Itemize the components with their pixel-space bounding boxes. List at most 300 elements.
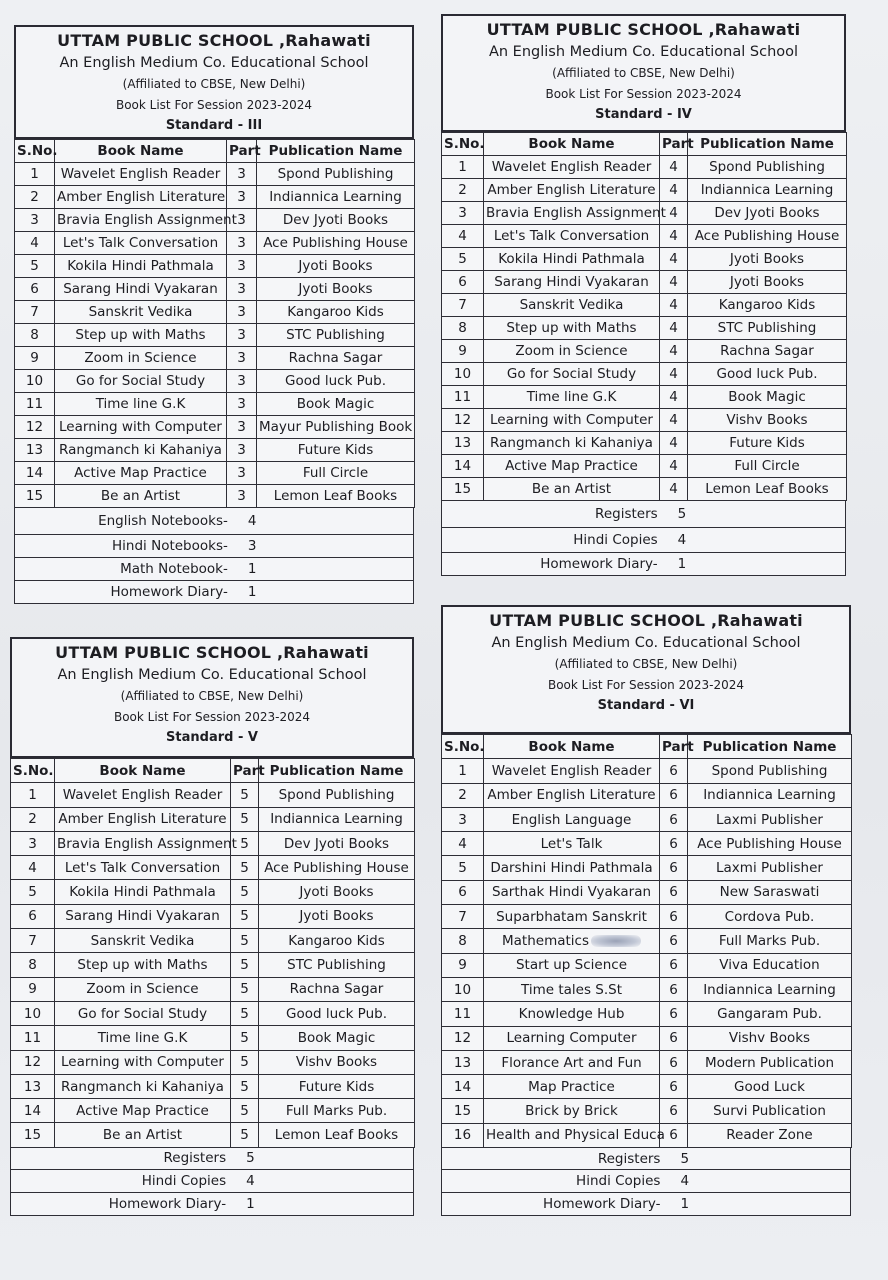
school-header [441,14,846,132]
table-row [442,953,852,977]
book-name-cell [55,232,227,255]
serial-number-cell [442,202,484,225]
table-row [442,783,852,807]
part-text: 5 [240,1078,249,1095]
supply-label: Registers [597,1150,661,1167]
part-cell [660,1002,688,1026]
table-row [15,163,415,186]
table-row [11,904,415,928]
book-name-text: Start up Science [515,957,628,974]
serial-number-cell [442,432,484,455]
serial-number-text: 7 [458,908,467,925]
book-name-cell [55,831,237,855]
supply-label: Homework Diary- [543,1196,661,1213]
affiliation-note: (Affiliated to CBSE, New Delhi) [122,77,306,91]
supply-quantity: 1 [677,556,687,572]
book-name-cell [484,478,660,501]
serial-number-text: 12 [453,1030,472,1047]
publication-name-text: Kangaroo Kids [288,932,385,949]
publication-name-text: Book Magic [296,396,375,412]
publication-name-cell [688,1050,852,1074]
school-name: UTTAM PUBLIC SCHOOL ,Rahawati [57,31,371,50]
table-row [15,485,415,508]
book-name-text: Step up with Maths [75,327,206,343]
part-cell [227,347,257,370]
part-text: 4 [669,389,678,405]
book-name-cell [484,1075,660,1099]
publication-name-cell [257,278,415,301]
publication-name-cell [259,783,415,807]
part-cell [231,880,259,904]
serial-number-text: 9 [28,981,37,998]
table-row [442,248,847,271]
publication-name-cell [688,832,852,856]
book-list-standard-iii [14,25,414,604]
table-row [11,1123,415,1147]
book-name-cell [484,1026,660,1050]
part-cell [231,1001,259,1025]
part-text: 3 [237,212,246,228]
publication-name-cell [688,1099,852,1123]
serial-number-cell [442,1099,484,1123]
part-text: 6 [669,835,678,852]
publication-name-cell [257,186,415,209]
publication-name-text: Full Circle [302,465,369,481]
serial-number-text: 15 [23,1127,42,1144]
serial-number-cell [11,856,55,880]
serial-number-cell [11,1074,55,1098]
book-name-cell [55,439,227,462]
book-name-text: Mathematics [502,933,589,950]
publication-name-cell [257,255,415,278]
serial-number-cell [442,1050,484,1074]
part-text: 3 [237,488,246,504]
part-cell [660,832,688,856]
part-text: 3 [237,373,246,389]
part-text: 3 [237,419,246,435]
publication-name-cell [259,1001,415,1025]
part-cell [660,783,688,807]
publication-name-header: Publication Name [688,735,852,759]
serial-number-cell [11,783,55,807]
part-cell [227,370,257,393]
book-name-header: Book Name [484,735,660,759]
book-name-text: Kokila Hindi Pathmala [69,884,216,901]
serial-number-cell [442,156,484,179]
part-cell [660,363,688,386]
serial-number-text: 11 [453,1005,472,1022]
publication-name-cell [259,880,415,904]
serial-number-cell [11,1050,55,1074]
part-text: 5 [240,1054,249,1071]
publication-name-cell [259,1074,415,1098]
serial-number-header: S.No. [442,735,484,759]
part-cell [660,432,688,455]
table-row [15,278,415,301]
serial-number-text: 12 [23,1054,42,1071]
publication-name-text: Future Kids [729,435,805,451]
publication-name-text: Full Marks Pub. [285,1102,388,1119]
book-name-cell [484,248,660,271]
book-name-text: Sanskrit Vedika [88,304,193,320]
session-title: Book List For Session 2023-2024 [547,678,745,692]
table-row [442,1075,852,1099]
publication-name-cell [259,1050,415,1074]
serial-number-text: 15 [453,1103,472,1120]
supply-item [442,1169,850,1192]
serial-number-text: 1 [458,159,467,175]
table-row [442,1026,852,1050]
table-row [11,807,415,831]
table-row [11,856,415,880]
table-row [442,880,852,904]
supply-quantity: 1 [247,584,257,600]
book-name-cell [55,209,237,232]
serial-number-cell [15,209,55,232]
publication-name-text: Survi Publication [713,1103,826,1120]
book-name-text: Sarang Hindi Vyakaran [63,281,218,297]
part-cell [227,278,257,301]
session-title: Book List For Session 2023-2024 [545,87,742,101]
table-row [11,977,415,1001]
publication-name-text: Good luck Pub. [716,366,818,382]
book-name-text: Zoom in Science [515,343,628,359]
book-name-text: Rangmanch ki Kahaniya [59,442,222,458]
part-text: 3 [237,189,246,205]
book-name-cell [55,186,227,209]
book-name-cell [484,977,660,1001]
part-cell [227,324,257,347]
serial-number-cell [442,953,484,977]
publication-name-text: Mayur Publishing Book [259,419,413,435]
part-cell [231,1026,259,1050]
serial-number-cell [442,1075,484,1099]
table-row [442,179,847,202]
publication-name-cell [259,856,415,880]
book-name-cell [55,1001,231,1025]
serial-number-header: S.No. [15,140,55,163]
serial-number-text: 15 [453,481,472,497]
serial-number-text: 2 [458,787,467,804]
table-row [15,347,415,370]
serial-number-text: 2 [28,811,37,828]
part-text: 4 [669,297,678,313]
publication-name-text: Spond Publishing [278,786,395,803]
serial-number-text: 10 [23,1005,42,1022]
book-name-text: Time tales S.St [521,981,622,998]
publication-name-cell [688,783,852,807]
table-row [11,929,415,953]
serial-number-cell [15,278,55,301]
part-text: 4 [669,435,678,451]
book-name-cell [484,455,660,478]
supply-item [15,534,413,557]
part-text: 5 [240,1102,249,1119]
table-row [11,1050,415,1074]
publication-name-text: Jyoti Books [298,281,373,297]
part-text: 5 [240,1029,249,1046]
table-row [442,386,847,409]
book-name-text: Suparbhatam Sanskrit [496,908,647,925]
serial-number-text: 13 [23,1078,42,1095]
smudge-mark [591,935,641,947]
book-name-cell [55,1099,231,1123]
publication-name-cell [257,370,415,393]
book-name-text: Kokila Hindi Pathmala [498,251,645,267]
book-name-text: Wavelet English Reader [62,786,223,803]
book-name-header: Book Name [484,133,660,156]
book-name-cell [484,856,660,880]
book-name-text: Sarang Hindi Vyakaran [494,274,649,290]
book-name-cell [484,1002,660,1026]
part-cell [227,163,257,186]
publication-name-cell [259,977,415,1001]
serial-number-text: 6 [458,274,467,290]
part-cell [231,904,259,928]
table-header-row [442,133,847,156]
publication-name-cell [257,324,415,347]
publication-name-cell [257,232,415,255]
publication-name-header: Publication Name [688,133,847,156]
part-text: 6 [669,762,678,779]
supply-quantity: 1 [680,1196,690,1213]
publication-name-cell [688,271,847,294]
table-row [442,340,847,363]
part-text: 5 [240,811,249,828]
table-row [15,439,415,462]
publication-name-cell [688,953,852,977]
part-text: 6 [669,1054,678,1071]
part-cell [660,807,688,831]
affiliation-note: (Affiliated to CBSE, New Delhi) [120,689,304,703]
book-name-cell [55,904,231,928]
table-row [442,929,852,953]
standard-label: Standard - V [166,730,258,745]
book-name-cell [55,880,231,904]
supply-label: Homework Diary- [108,1195,227,1212]
publication-name-cell [257,209,415,232]
supply-quantity: 4 [247,513,257,529]
publication-name-cell [688,1075,852,1099]
book-name-text: Bravia English Assignment [57,212,237,228]
publication-name-text: Gangaram Pub. [717,1005,822,1022]
part-cell [660,953,688,977]
book-name-text: Rangmanch ki Kahaniya [61,1078,224,1095]
book-name-cell [484,317,660,340]
serial-number-text: 16 [453,1127,472,1144]
serial-number-cell [15,163,55,186]
book-table [441,132,847,501]
part-text: 5 [240,932,249,949]
part-cell [660,409,688,432]
part-text: 3 [237,281,246,297]
serial-number-text: 4 [28,859,37,876]
supply-quantity: 3 [247,538,257,554]
table-row [442,856,852,880]
book-name-text: Map Practice [528,1078,615,1095]
serial-number-cell [11,977,55,1001]
part-text: 6 [669,957,678,974]
school-header [14,25,414,139]
serial-number-cell [442,248,484,271]
publication-name-text: Jyoti Books [298,258,373,274]
serial-number-text: 8 [28,957,37,974]
serial-number-text: 10 [25,373,44,389]
serial-number-text: 8 [458,933,467,950]
serial-number-cell [11,1123,55,1147]
book-name-cell [55,783,231,807]
serial-number-text: 2 [30,189,39,205]
school-name: UTTAM PUBLIC SCHOOL ,Rahawati [489,611,803,630]
serial-number-cell [442,856,484,880]
serial-number-cell [15,324,55,347]
part-cell [231,1099,259,1123]
book-name-cell [484,832,660,856]
book-name-cell [55,462,227,485]
part-header: Part [660,133,688,156]
serial-number-cell [442,455,484,478]
part-text: 5 [240,908,249,925]
book-name-text: Wavelet English Reader [491,762,652,779]
serial-number-cell [442,317,484,340]
book-table [10,758,415,1148]
book-name-cell [484,225,660,248]
supply-item [15,508,413,534]
affiliation-note: (Affiliated to CBSE, New Delhi) [552,66,735,80]
supply-item [442,501,845,527]
part-cell [227,255,257,278]
part-text: 6 [669,1103,678,1120]
serial-number-text: 15 [25,488,44,504]
book-name-text: Go for Social Study [75,373,206,389]
part-cell [660,977,688,1001]
book-name-text: Amber English Literature [58,811,227,828]
book-name-text: Rangmanch ki Kahaniya [490,435,653,451]
school-name: UTTAM PUBLIC SCHOOL ,Rahawati [486,20,801,39]
serial-number-text: 10 [453,981,472,998]
table-row [442,478,847,501]
publication-name-text: Rachna Sagar [288,350,383,366]
publication-name-cell [688,455,847,478]
publication-name-text: STC Publishing [286,327,385,343]
book-name-cell [484,783,660,807]
publication-name-cell [259,807,415,831]
serial-number-cell [442,1002,484,1026]
table-row [15,186,415,209]
table-row [15,324,415,347]
serial-number-cell [442,977,484,1001]
publication-name-text: Jyoti Books [729,251,805,267]
publication-name-cell [257,347,415,370]
part-cell [660,179,688,202]
book-name-cell [484,271,660,294]
publication-name-cell [688,478,847,501]
publication-name-text: Indiannica Learning [700,182,834,198]
publication-name-cell [688,340,847,363]
book-name-cell [484,432,660,455]
serial-number-cell [442,905,484,929]
part-header: Part [227,140,257,163]
book-name-text: Let's Talk Conversation [64,859,221,876]
supply-quantity: 4 [246,1172,255,1189]
part-text: 3 [237,465,246,481]
serial-number-cell [442,807,484,831]
book-name-text: Bravia English Assignment [486,205,666,221]
publication-name-text: Ace Publishing House [264,859,409,876]
serial-number-text: 10 [453,366,472,382]
part-cell [231,1074,259,1098]
publication-name-text: Laxmi Publisher [716,860,823,877]
part-text: 6 [669,1030,678,1047]
publication-name-cell [688,294,847,317]
standard-label: Standard - III [165,118,263,133]
part-cell [231,953,259,977]
book-name-cell [55,807,231,831]
serial-number-text: 5 [30,258,39,274]
supply-label: Math Notebook- [120,561,228,577]
serial-number-cell [442,478,484,501]
serial-number-cell [11,1001,55,1025]
book-table [14,139,415,508]
book-name-text: Bravia English Assignment [57,835,237,852]
part-cell [227,301,257,324]
part-cell [227,439,257,462]
serial-number-text: 6 [458,884,467,901]
publication-name-cell [259,1123,415,1147]
publication-name-cell [259,1099,415,1123]
part-text: 4 [669,481,678,497]
publication-name-cell [259,1026,415,1050]
table-row [11,1074,415,1098]
supplies-list [14,508,414,604]
table-row [442,1002,852,1026]
table-row [442,294,847,317]
book-name-text: Sarang Hindi Vyakaran [65,908,220,925]
book-name-header: Book Name [55,140,227,163]
serial-number-cell [442,832,484,856]
serial-number-cell [15,186,55,209]
table-row [15,255,415,278]
table-row [11,880,415,904]
serial-number-text: 3 [28,835,37,852]
book-list-standard-v [10,637,414,1216]
book-name-text: Darshini Hindi Pathmala [490,860,653,877]
supply-label: Hindi Copies [576,1173,661,1190]
school-subtitle: An English Medium Co. Educational School [57,667,367,683]
book-name-text: Learning with Computer [59,419,222,435]
book-name-cell [55,1050,231,1074]
book-name-text: Let's Talk Conversation [493,228,650,244]
part-text: 4 [669,159,678,175]
book-name-text: Active Map Practice [74,465,207,481]
publication-name-text: Good luck Pub. [285,373,386,389]
book-name-cell [55,977,231,1001]
part-text: 5 [240,835,249,852]
part-text: 6 [669,1005,678,1022]
school-subtitle: An English Medium Co. Educational School [59,55,369,71]
session-title: Book List For Session 2023-2024 [113,710,311,724]
book-name-cell [484,1123,665,1147]
book-name-text: Learning with Computer [490,412,653,428]
serial-number-cell [442,225,484,248]
book-name-text: Step up with Maths [77,957,208,974]
part-cell [227,485,257,508]
part-cell [660,248,688,271]
book-name-cell [55,393,227,416]
book-name-cell [55,929,231,953]
publication-name-text: Dev Jyoti Books [714,205,820,221]
book-name-text: Go for Social Study [506,366,637,382]
